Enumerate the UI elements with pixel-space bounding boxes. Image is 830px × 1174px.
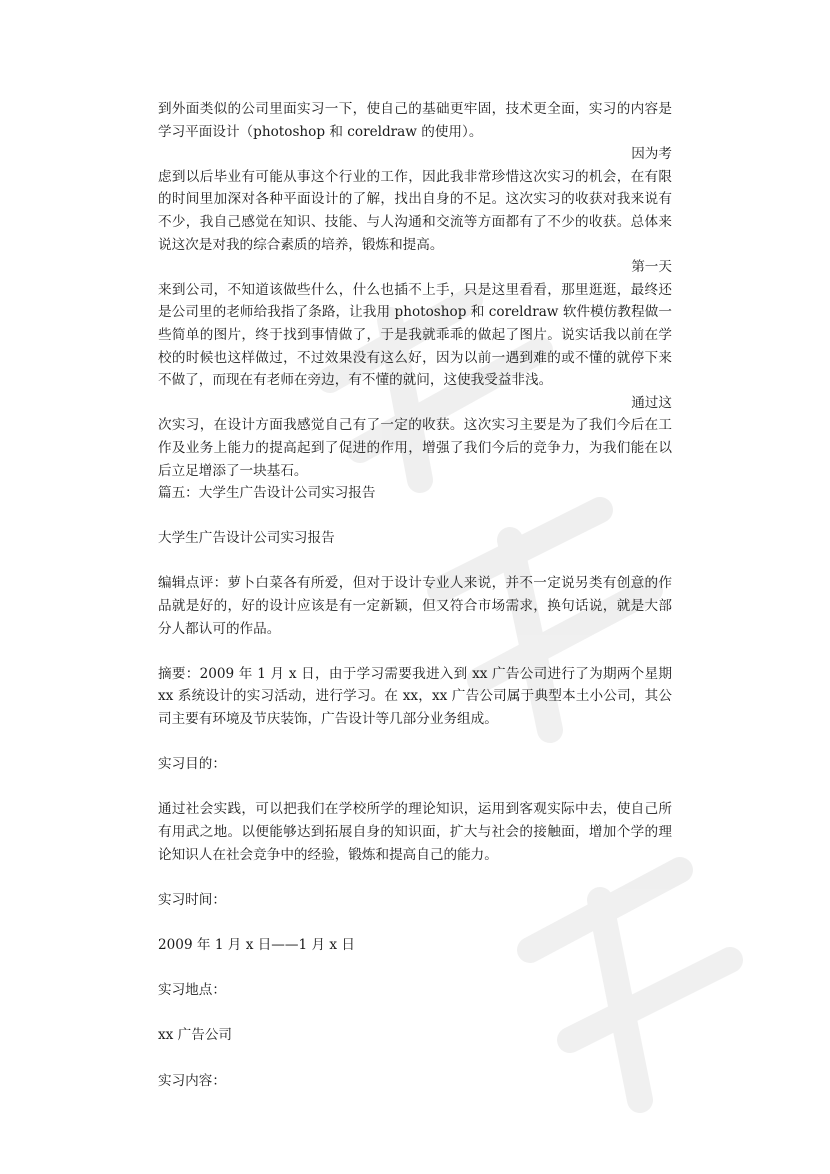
paragraph: 来到公司，不知道该做些什么，什么也插不上手，只是这里看看，那里逛逛，最终还是公司里的老师给我指了条路，让我用 photoshop 和 coreldraw 软件模仿教程做一些简单的图片，终于找到事情做了，于是我就乖乖的做起了图片。说实话我以前在学校的时候也这样做过，不过效果没有这么好，因为以前一遇到难的或不懂的就停下来不做了，而现在有老师在旁边，有不懂的就问，这使我受益非浅。 xyxy=(158,281,672,389)
purpose-text: 通过社会实践，可以把我们在学校所学的理论知识，运用到客观实际中去，使自己所有用武之地。以便能够达到拓展自身的知识面，扩大与社会的接触面，增加个学的理论知识人在社会竞争中的经验，锻炼和提高自己的能力。 xyxy=(158,801,672,863)
document-body xyxy=(158,98,672,1092)
editor-comment: 编辑点评：萝卜白菜各有所爱，但对于设计专业人来说，并不一定说另类有创意的作品就是好的，好的设计应该是有一定新颖，但又符合市场需求，换句话说，就是大部分人都认可的作品。 xyxy=(158,575,672,637)
paragraph: 虑到以后毕业有可能从事这个行业的工作，因此我非常珍惜这次实习的机会，在有限的时间里加深对各种平面设计的了解，找出自身的不足。这次实习的收获对我来说有不少，我自己感觉在知识、技能、与人沟通和交流等方面都有了不少的收获。总体来说这次是对我的综合素质的培养，锻炼和提高。 xyxy=(158,168,672,253)
heading-time: 实习时间： xyxy=(158,891,226,908)
paragraph-lead: 第一天 xyxy=(631,259,672,276)
section-heading: 篇五：大学生广告设计公司实习报告 xyxy=(158,485,376,502)
abstract: 摘要：2009 年 1 月 x 日，由于学习需要我进入到 xx 广告公司进行了为期两个星期 xx 系统设计的实习活动，进行学习。在 xx，xx 广告公司属于典型本土小公司，其公司主要有环境及节庆装饰，广告设计等几部分业务组成。 xyxy=(158,665,672,728)
heading-purpose: 实习目的： xyxy=(158,756,226,773)
paragraph-lead: 通过这 xyxy=(631,394,672,411)
paragraph: 次实习，在设计方面我感觉自己有了一定的收获。这次实习主要是为了我们今后在工作及业务上能力的提高起到了促进的作用，增强了我们今后的竞争力，为我们能在以后立足增添了一块基石。 xyxy=(158,417,672,479)
heading-location: 实习地点： xyxy=(158,982,226,999)
report-title: 大学生广告设计公司实习报告 xyxy=(158,530,335,547)
time-text: 2009 年 1 月 x 日——1 月 x 日 xyxy=(158,936,355,953)
location-text: xx 广告公司 xyxy=(158,1027,233,1044)
paragraph: 到外面类似的公司里面实习一下，使自己的基础更牢固，技术更全面，实习的内容是学习平面设计（photoshop 和 coreldraw 的使用）。 xyxy=(158,101,672,140)
heading-content: 实习内容： xyxy=(158,1072,226,1089)
paragraph-lead: 因为考 xyxy=(631,146,672,163)
